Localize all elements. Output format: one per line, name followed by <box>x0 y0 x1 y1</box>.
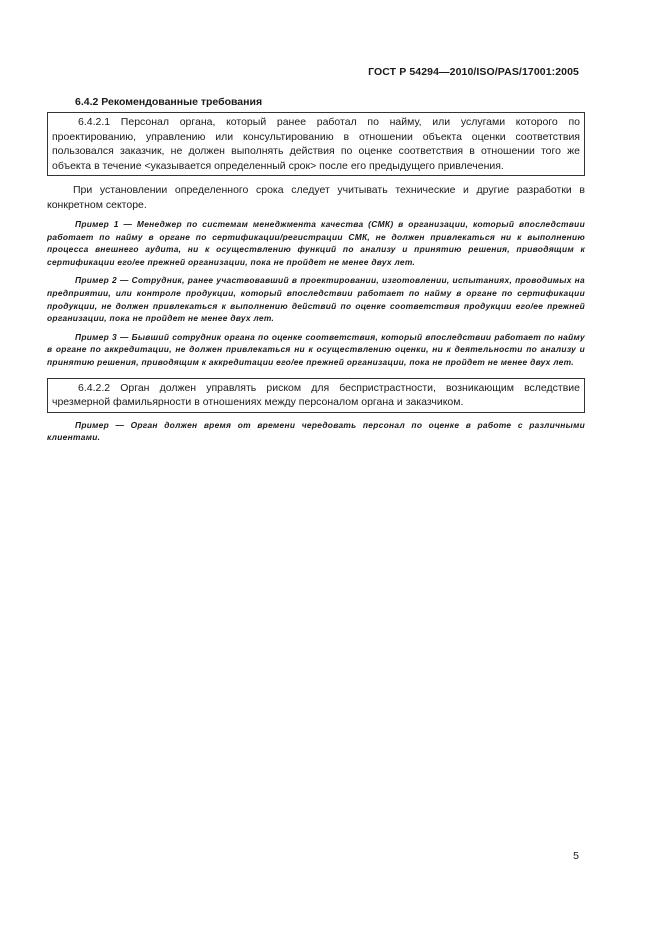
clause-6-4-2-2-text: 6.4.2.2 Орган должен управлять риском для беспристрастности, возникающим вследствие чрезмерной фамильярности в отношениях между персоналом органа и заказчиком. <box>52 381 580 409</box>
example-1: Пример 1 — Менеджер по системам менеджмента качества (СМК) в организации, который впоследствии работает по найму в органе по сертификации/регистрации СМК, не должен привлекаться ни к выполнению процесса внешнего аудита, ни к осуществлению функций по анализу и принятию решения, приводящим к сертификации его/ее прежней организации, пока не пройдет не менее двух лет. <box>47 219 585 267</box>
document-standard-id: ГОСТ Р 54294—2010/ISO/PAS/17001:2005 <box>368 66 579 78</box>
section-heading: 6.4.2 Рекомендованные требования <box>75 96 263 108</box>
example-2: Пример 2 — Сотрудник, ранее участвовавший в проектировании, изготовлении, испытаниях, проводимых на предприятии, или контроле продукции, который впоследствии работает по найму в органе по сертификации продукции, не должен привлекаться к выполнению действий по оценке соответствия продукции его/ее прежней организации, пока не пройдет не менее двух лет. <box>47 275 585 324</box>
page-number: 5 <box>573 850 579 862</box>
clause-6-4-2-1-text: 6.4.2.1 Персонал органа, который ранее работал по найму, или услугами которого по проектированию, управлению или консультированию в отношении объекта оценки соответствия пользовался заказчик, не должен выполнять действия по оценке соответствия в отношении того же объекта в течение <указывается определенный срок> после его предыдущего привлечения. <box>52 116 580 172</box>
clause-6-4-2-1-box <box>47 112 585 176</box>
clause-6-4-2-2-box <box>47 378 585 413</box>
sector-paragraph: При установлении определенного срока следует учитывать технические и другие разработки в конкретном секторе. <box>47 184 585 211</box>
example-3: Пример 3 — Бывший сотрудник органа по оценке соответствия, который впоследствии работает по найму в органе по аккредитации, не должен привлекаться ни к осуществлению оценки, ни к деятельности по анализу и принятию решения, приводящим к аккредитации его/ее прежней организации, пока не пройдет не менее двух лет. <box>47 331 585 367</box>
section-content <box>47 96 585 444</box>
example-rotation: Пример — Орган должен время от времени чередовать персонал по оценке в работе с различными клиентами. <box>47 419 585 443</box>
